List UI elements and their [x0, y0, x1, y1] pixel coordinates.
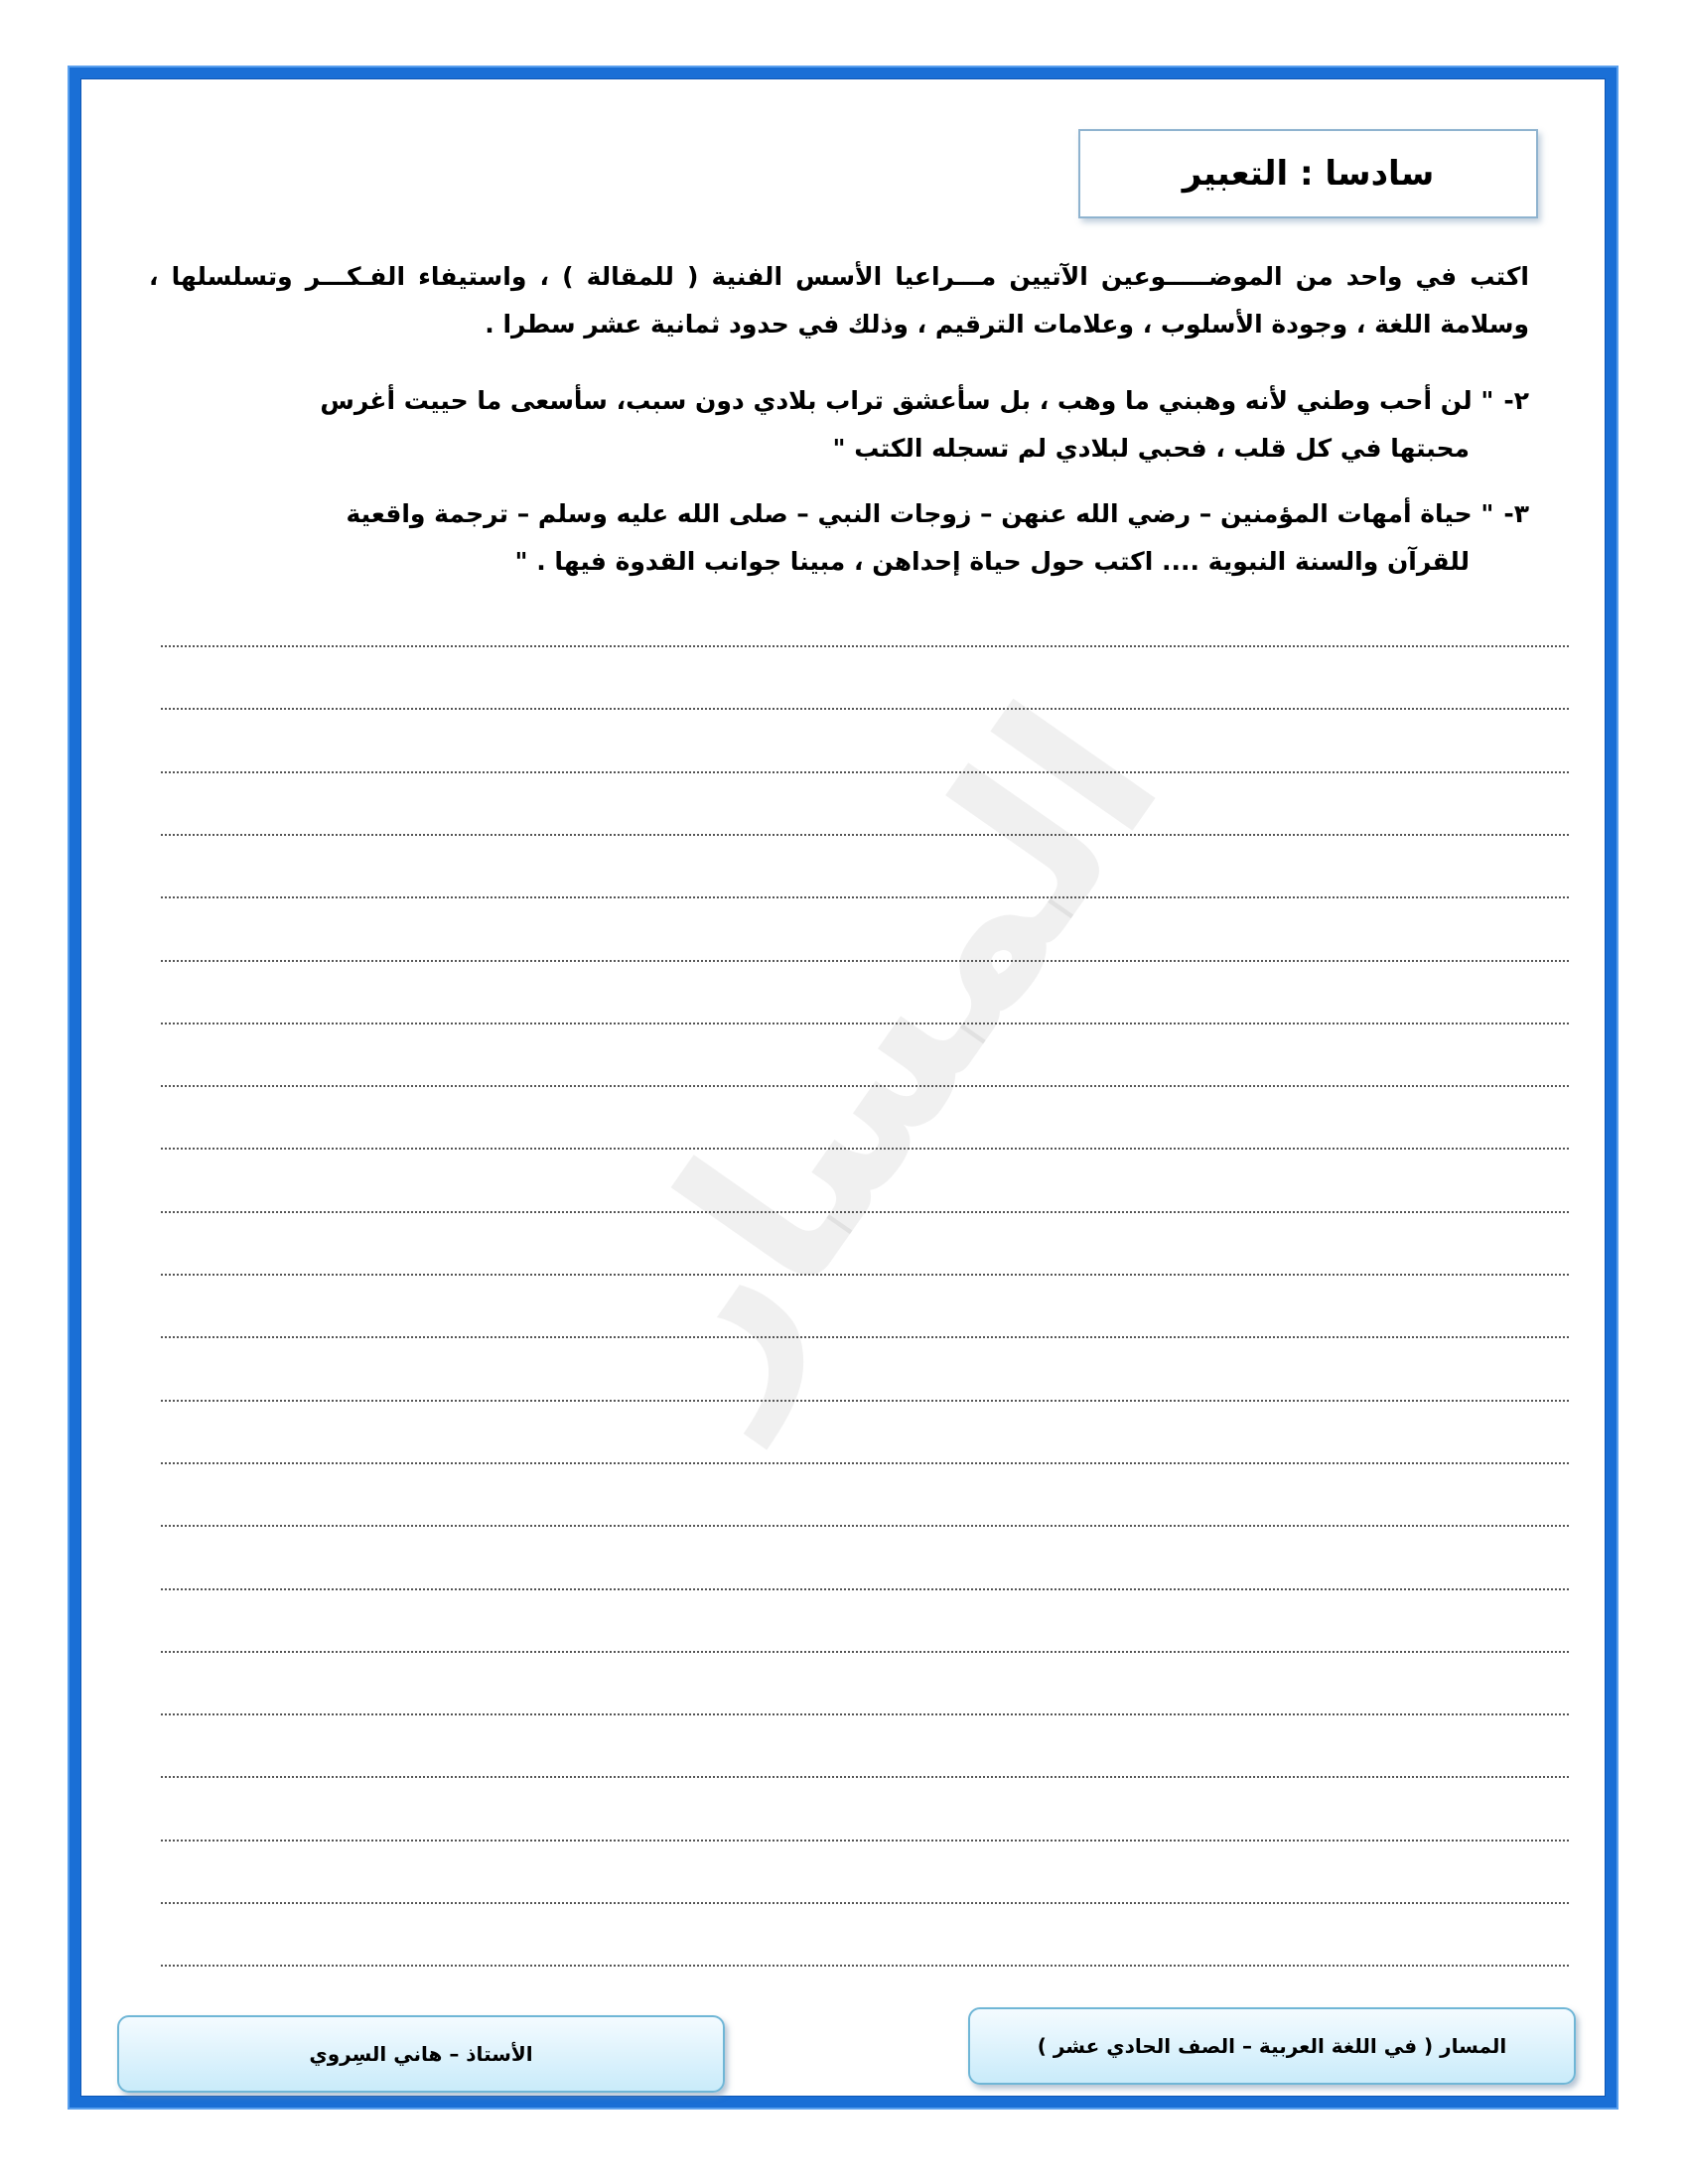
topic-number: ٣-: [1503, 499, 1529, 528]
topic-3: [129, 490, 1529, 586]
writing-line[interactable]: [161, 1274, 1569, 1276]
writing-line[interactable]: [161, 1902, 1569, 1904]
footer-course-box: [968, 2007, 1576, 2085]
writing-line[interactable]: [161, 708, 1569, 710]
section-title: [1078, 129, 1538, 218]
writing-line[interactable]: [161, 1525, 1569, 1527]
writing-line[interactable]: [161, 1651, 1569, 1653]
writing-line[interactable]: [161, 896, 1569, 898]
writing-line[interactable]: [161, 1148, 1569, 1150]
writing-line[interactable]: [161, 1462, 1569, 1464]
topic-line: " لن أحب وطني لأنه وهبني ما وهب ، بل سأعشق تراب بلادي دون سبب، سأسعى ما حييت أغرس: [320, 386, 1494, 415]
writing-line[interactable]: [161, 1085, 1569, 1087]
writing-line[interactable]: [161, 1400, 1569, 1402]
writing-lines[interactable]: [161, 635, 1569, 2005]
writing-line[interactable]: [161, 834, 1569, 836]
writing-line[interactable]: [161, 1713, 1569, 1715]
writing-line[interactable]: [161, 771, 1569, 773]
writing-line[interactable]: [161, 1588, 1569, 1590]
writing-line[interactable]: [161, 960, 1569, 962]
footer-teacher-text: الأستاذ – هاني السِروي: [309, 2042, 533, 2066]
instructions: اكتب في واحد من الموضـــــوعين الآتيين مـــراعيا الأسس الفنية ( للمقالة ) ، واستيفاء الفـكـــر وتسلسلها ، وسلامة اللغة ، وجودة الأسلوب ، وعلامات الترقيم ، وذلك في حدود ثمانية عشر سطرا .: [149, 262, 1529, 339]
footer-course-text: المسار ( في اللغة العربية – الصف الحادي عشر ): [1037, 2034, 1507, 2058]
footer-teacher-box: [117, 2015, 725, 2093]
topic-line: " حياة أمهات المؤمنين – رضي الله عنهن – زوجات النبي – صلى الله عليه وسلم – ترجمة واقعية: [346, 499, 1494, 528]
topic-line: محبتها في كل قلب ، فحبي لبلادي لم تسجله الكتب ": [832, 434, 1470, 463]
writing-line[interactable]: [161, 1776, 1569, 1778]
writing-line[interactable]: [161, 1023, 1569, 1024]
writing-line[interactable]: [161, 1840, 1569, 1842]
writing-line[interactable]: [161, 1336, 1569, 1338]
topic-2: [129, 377, 1529, 473]
writing-line[interactable]: [161, 1965, 1569, 1967]
writing-line[interactable]: [161, 1211, 1569, 1213]
topic-number: ٢-: [1503, 386, 1529, 415]
section-title-text: سادسا : التعبير: [1182, 154, 1435, 194]
watermark-text: المسار: [554, 661, 1211, 1442]
writing-line[interactable]: [161, 645, 1569, 647]
topic-line: للقرآن والسنة النبوية .... اكتب حول حياة إحداهن ، مبينا جوانب القدوة فيها . ": [514, 547, 1470, 576]
